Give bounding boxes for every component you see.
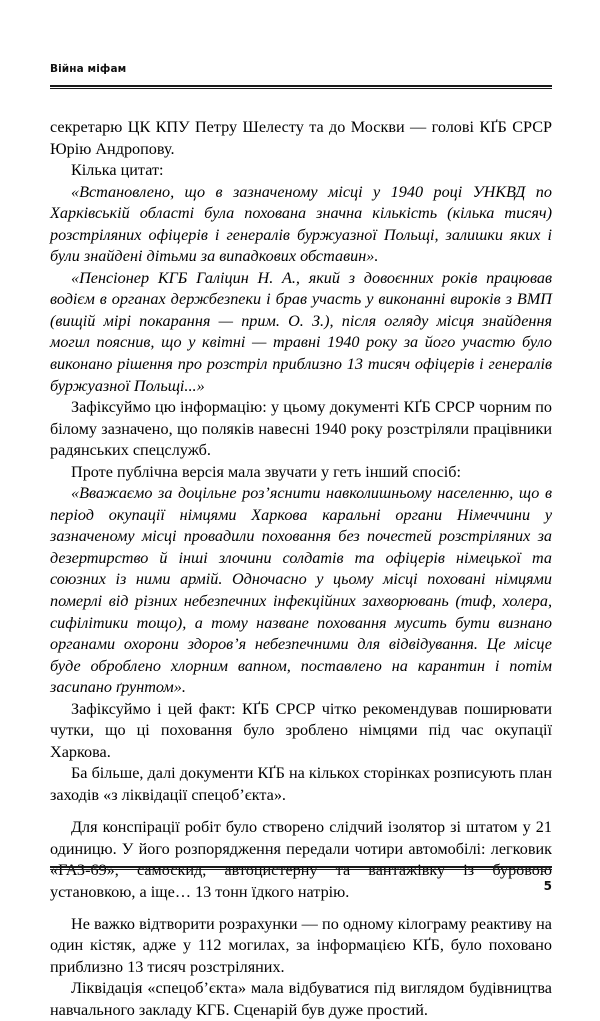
quote-paragraph: «Вважаємо за доцільне роз’яснити навколишньому населенню, що в період окупації німцями Харкова каральні органи Німеччини у зазначеному місці провадили поховання без почестей розстріляних за дезертирство й інші злочини солдатів та офіцерів німецької та союзних із ними армій. Одночасно у цьому місці поховані німцями померлі від різних небезпечних інфекційних захворювань (тиф, холера, сифілітики тощо), а тому назване поховання мусить бути визнано органами охорони здоров’я небезпечними для відвідування. Це місце буде оброблено хлорним вапном, поставлено на карантин і потім засипано ґрунтом». xyxy=(50,484,552,697)
quote-paragraph: «Встановлено, що в зазначеному місці у 1940 році УНКВД по Харківській області була похована значна кількість (кілька тисяч) розстріляних офіцерів і генералів буржуазної Польщі, залишки яких і були знайдені дітьми за випадкових обставин». xyxy=(50,182,552,266)
running-head-title: Війна міфам xyxy=(50,63,127,75)
footer-rule xyxy=(50,866,552,870)
quote-paragraph: «Пенсіонер КГБ Галіцин Н. А., який з довоєнних років працював водієм в органах держбезпеки і брав участь у виконанні вироків з ВМП (вищій мірі покарання — прим. О. З.), після огляду місця знайдення могил пояснив, що у квітні — травні 1940 року за його участю було виконано рішення про розстріл приблизно 13 тисяч офіцерів і генералів буржуазної Польщі...» xyxy=(50,268,552,395)
paragraph: Для конспірації робіт було створено слідчий ізолятор зі штатом у 21 одиницю. У його розпорядження передали чотири автомобілі: легковик «ГАЗ-69», самоскид, автоцистерну та вантажівку із буровою установкою, а іще… 13 тонн їдкого натрію. xyxy=(50,818,552,901)
paragraph: Ліквідація «спецоб’єкта» мала відбуватися під виглядом будівництва навчального закладу КГБ. Сценарій був дуже простий. xyxy=(50,979,552,1019)
running-head xyxy=(50,62,552,89)
page-footer xyxy=(50,866,552,893)
paragraph: Ба більше, далі документи КҐБ на кількох сторінках розписують план заходів «з ліквідації спецоб’єкта». xyxy=(50,764,552,804)
paragraph: Зафіксуймо і цей факт: КҐБ СРСР чітко рекомендував поширювати чутки, що ці поховання було зроблено німцями під час окупації Харкова. xyxy=(50,699,552,761)
page-number: 5 xyxy=(543,879,552,893)
paragraph: Не важко відтворити розрахунки — по одному кілограму реактиву на один кістяк, адже у 112 могилах, за інформацією КҐБ, було поховано приблизно 13 тисяч розстріляних. xyxy=(50,914,552,976)
paragraph: Кілька цитат: xyxy=(71,161,164,180)
header-rule xyxy=(50,85,552,89)
paragraph: Зафіксуймо цю інформацію: у цьому документі КҐБ СРСР чорним по білому зазначено, що поляків навесні 1940 року розстріляли працівники радянських спецслужб. xyxy=(50,398,552,460)
paragraph: секретарю ЦК КПУ Петру Шелесту та до Москви — голові КҐБ СРСР Юрію Андропову. xyxy=(50,118,552,158)
paragraph: Проте публічна версія мала звучати у геть інший спосіб: xyxy=(71,462,462,481)
